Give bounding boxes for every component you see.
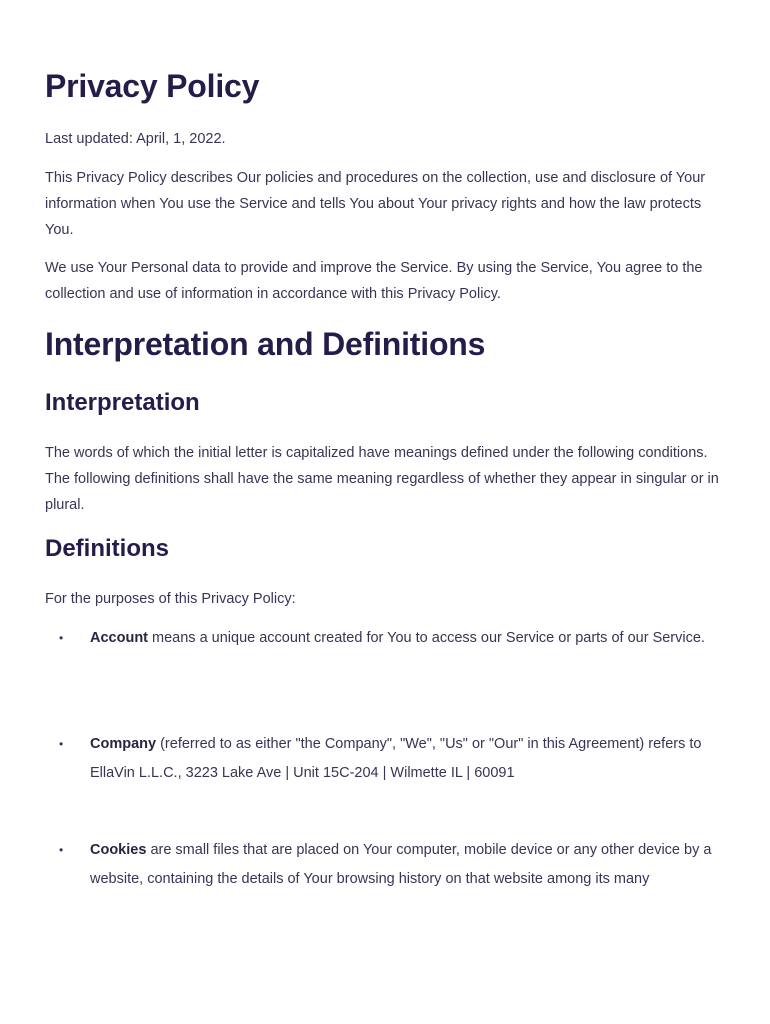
intro-paragraph-1: This Privacy Policy describes Our policies and procedures on the collection, use and disclosure of Your information when You use the Service and tells You about Your privacy rights and how the law protects You.: [45, 170, 706, 238]
definitions-heading: Definitions: [45, 535, 169, 562]
definitions-intro: For the purposes of this Privacy Policy:: [45, 591, 296, 607]
intro-paragraph-2: We use Your Personal data to provide and improve the Service. By using the Service, You agree to the collection and use of information in accordance with this Privacy Policy.: [45, 260, 703, 302]
definition-term: Cookies: [90, 842, 147, 858]
bullet-icon: •: [59, 631, 64, 645]
definition-term: Account: [90, 630, 148, 646]
definition-description: means a unique account created for You to access our Service or parts of our Service.: [148, 630, 705, 646]
page-title: Privacy Policy: [45, 68, 260, 104]
last-updated-text: Last updated: April, 1, 2022.: [45, 131, 226, 147]
bullet-icon: •: [59, 843, 64, 857]
interpretation-heading: Interpretation: [45, 389, 200, 416]
definition-text: [90, 624, 725, 653]
definition-description: are small files that are placed on Your computer, mobile device or any other device by a website, containing the details of Your browsing history on that website among its many: [90, 842, 712, 887]
definition-term: Company: [90, 736, 157, 752]
definition-description: (referred to as either "the Company", "We", "Us" or "Our" in this Agreement) refers to EllaVin L.L.C., 3223 Lake Ave | Unit 15C-204 | Wilmette IL | 60091: [90, 736, 702, 781]
definition-text: [90, 730, 725, 788]
definition-text: [90, 836, 725, 894]
section-title-interpretation-definitions: Interpretation and Definitions: [45, 326, 486, 362]
bullet-icon: •: [59, 737, 64, 751]
interpretation-body: The words of which the initial letter is capitalized have meanings defined under the following conditions. The following definitions shall have the same meaning regardless of whether they appear in singular or in plural.: [45, 445, 719, 513]
